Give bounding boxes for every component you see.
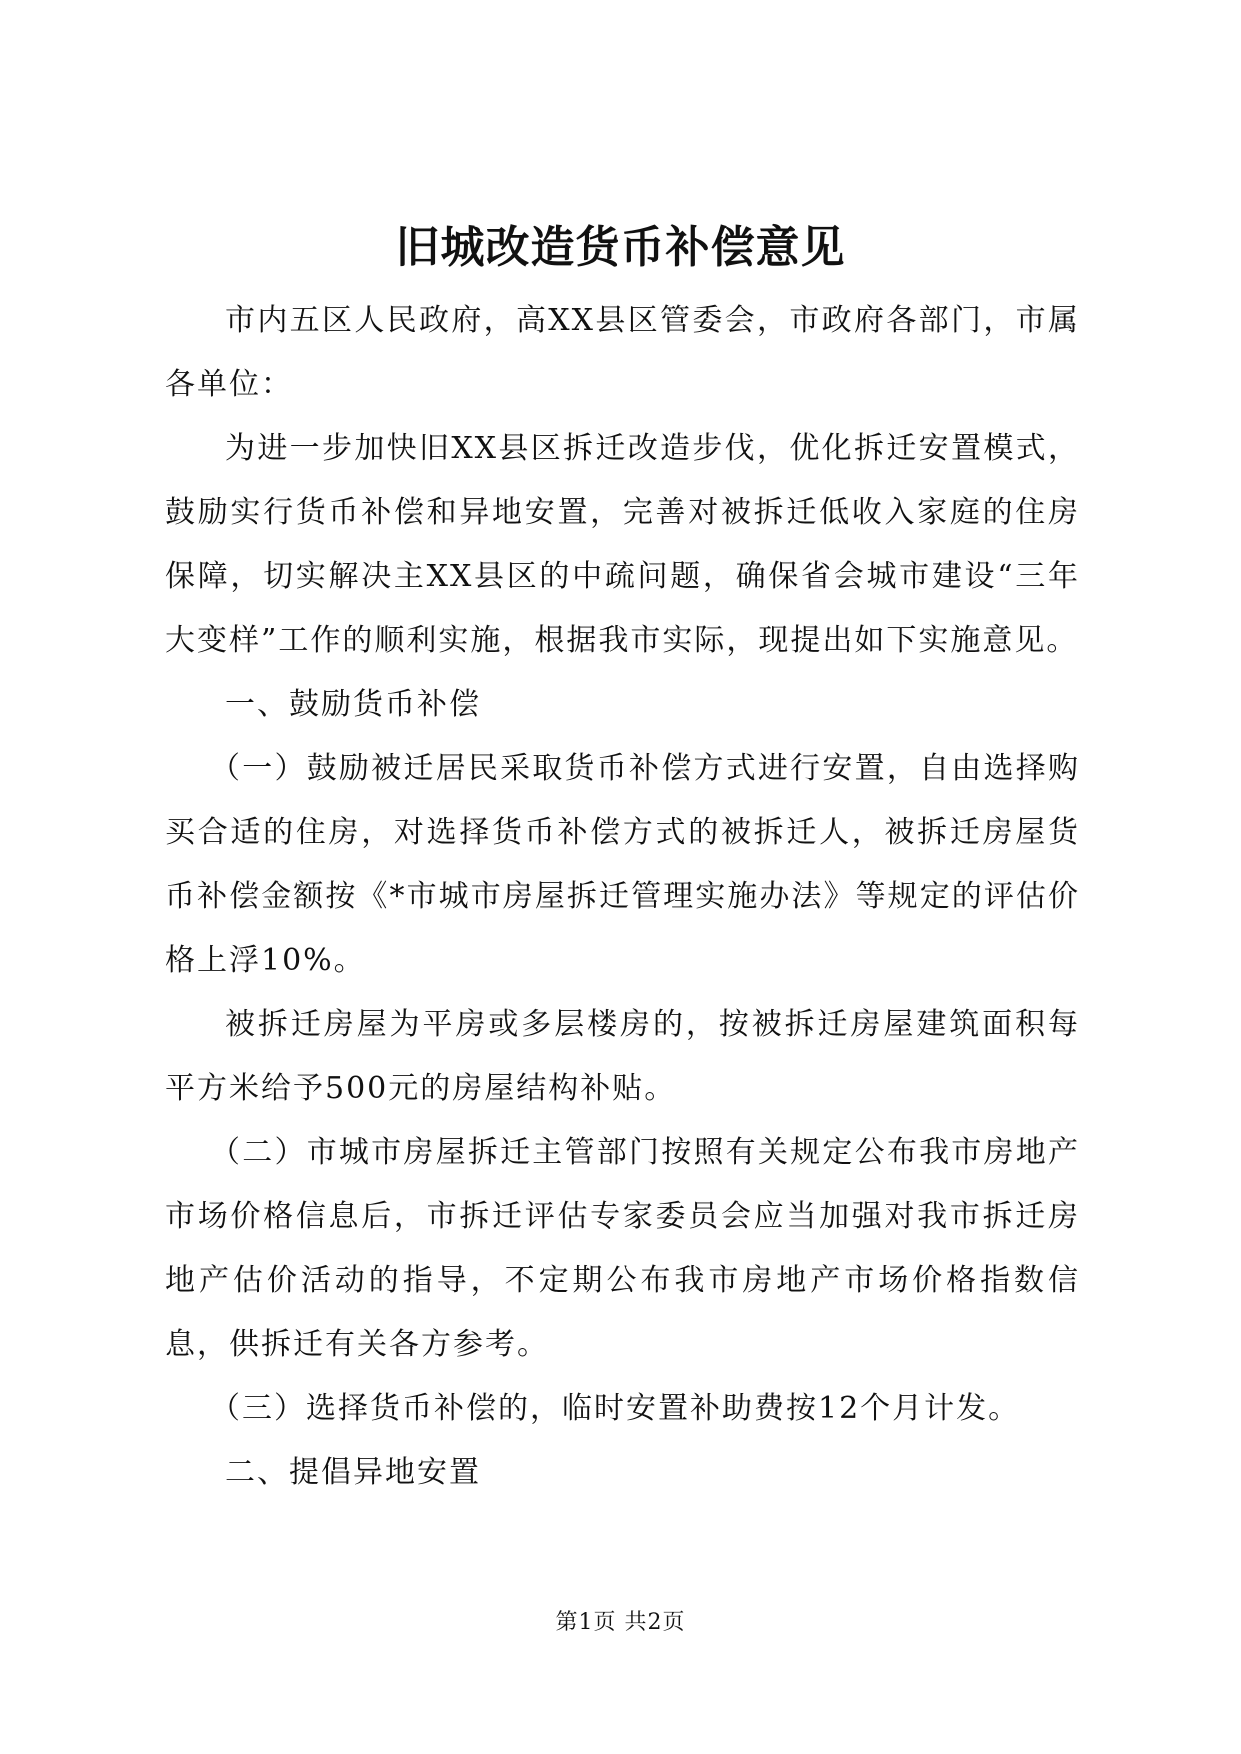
salutation-paragraph: 市内五区人民政府，高XX县区管委会，市政府各部门，市属各单位： <box>165 303 1080 402</box>
document-body <box>165 289 1080 1505</box>
subsidy-paragraph: 被拆迁房屋为平房或多层楼房的，按被拆迁房屋建筑面积每平方米给予500元的房屋结构补贴。 <box>165 1007 1080 1106</box>
section-heading-1: 一、鼓励货币补偿 <box>225 687 481 722</box>
section-heading-2: 二、提倡异地安置 <box>225 1455 481 1490</box>
clause-paragraph-3: （三）选择货币补偿的，临时安置补助费按12个月计发。 <box>210 1391 1021 1426</box>
clause-paragraph-2: （二）市城市房屋拆迁主管部门按照有关规定公布我市房地产市场价格信息后，市拆迁评估专家委员会应当加强对我市拆迁房地产估价活动的指导，不定期公布我市房地产市场价格指数信息，供拆迁有关各方参考。 <box>165 1135 1080 1362</box>
document-title: 旧城改造货币补偿意见 <box>395 222 846 273</box>
clause-paragraph-1: （一）鼓励被迁居民采取货币补偿方式进行安置，自由选择购买合适的住房，对选择货币补偿方式的被拆迁人，被拆迁房屋货币补偿金额按《*市城市房屋拆迁管理实施办法》等规定的评估价格上浮10%。 <box>165 751 1080 978</box>
page-number-footer: 第1页 共2页 <box>555 1610 686 1635</box>
intro-paragraph: 为进一步加快旧XX县区拆迁改造步伐，优化拆迁安置模式，鼓励实行货币补偿和异地安置，完善对被拆迁低收入家庭的住房保障，切实解决主XX县区的中疏问题，确保省会城市建设“三年大变样”工作的顺利实施，根据我市实际，现提出如下实施意见。 <box>165 431 1080 658</box>
